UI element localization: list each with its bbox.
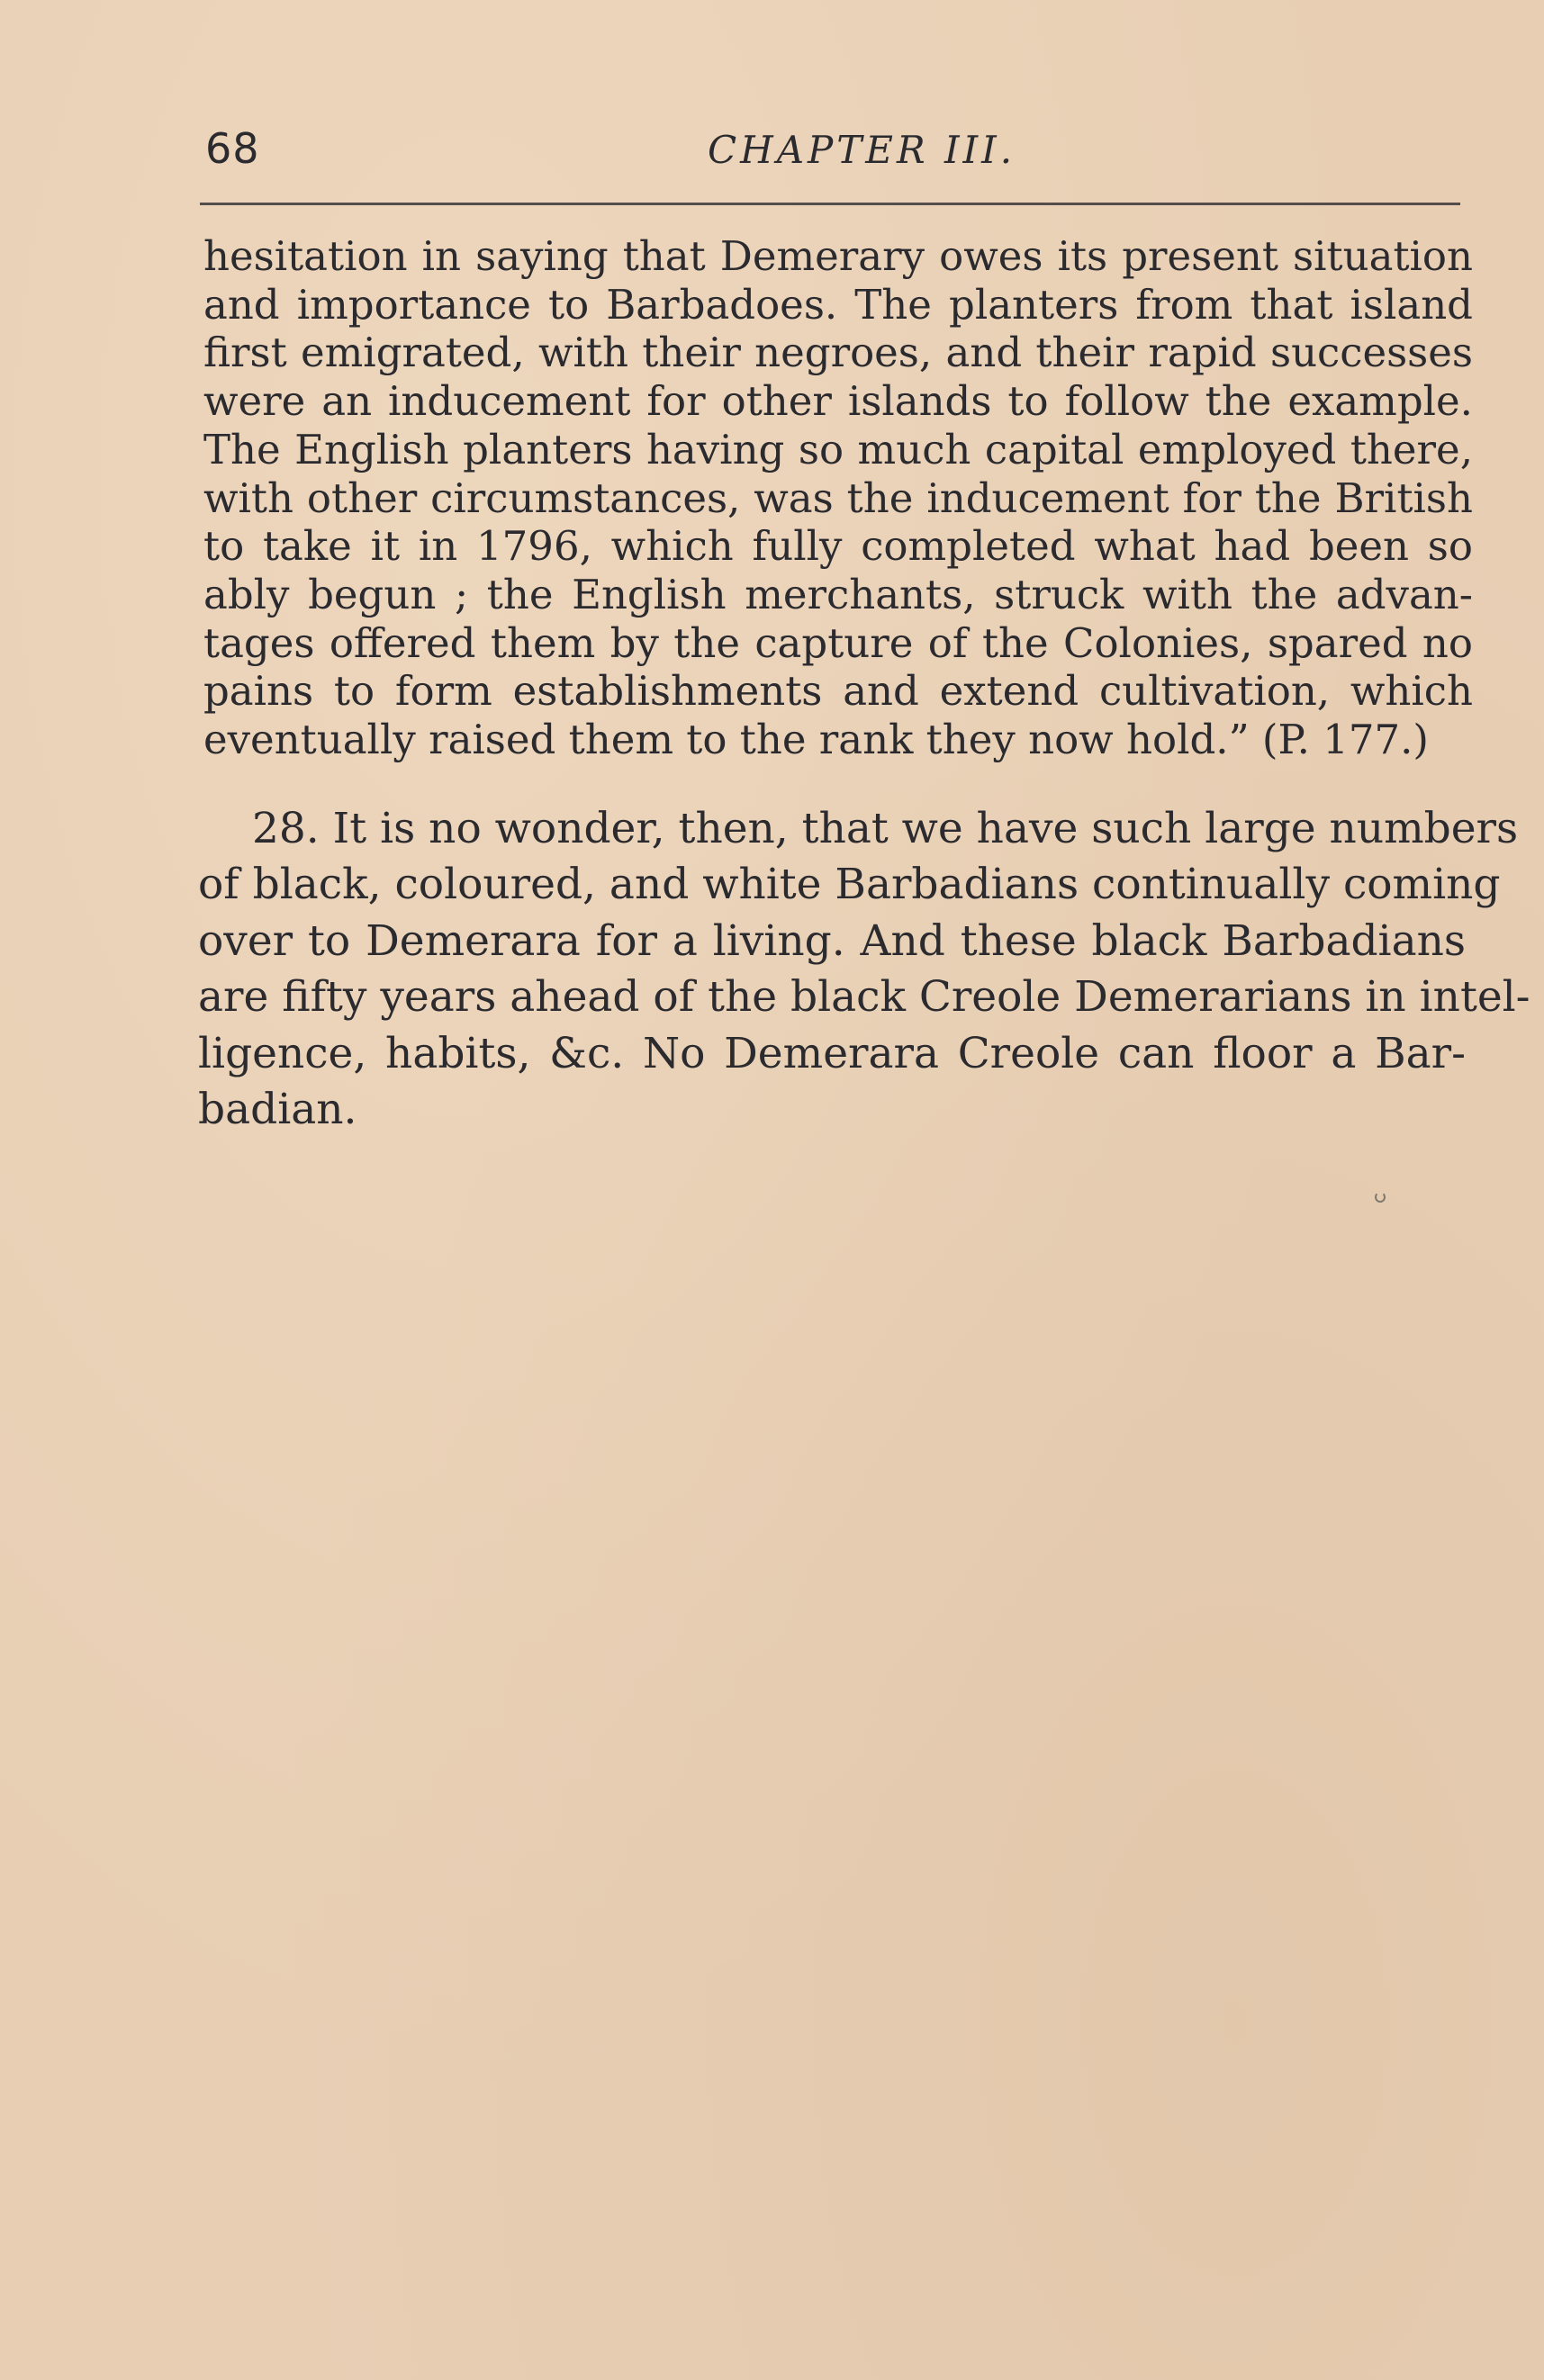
text-line: and importance to Barbadoes. The planters from that island [203, 280, 1473, 329]
text-line: with other circumstances, was the inducement for the British [203, 473, 1473, 522]
paragraph-quote-continuation [203, 232, 1473, 764]
text-line: are fifty years ahead of the black Creole Demerarians in intel- [198, 972, 1530, 1023]
header-rule [200, 203, 1460, 205]
running-head [200, 124, 1469, 178]
text-line: tages offered them by the capture of the Colonies, spared no [203, 618, 1473, 667]
text-line: ligence, habits, &c. No Demerara Creole can floor a Bar- [198, 1028, 1466, 1078]
text-line: of black, coloured, and white Barbadians continually coming [198, 860, 1501, 910]
text-line: The English planters having so much capital employed there, [203, 425, 1473, 473]
body-text [198, 232, 1530, 1139]
text-line: first emigrated, with their negroes, and their rapid successes [203, 329, 1473, 377]
text-line: hesitation in saying that Demerary owes its present situation [203, 232, 1473, 280]
text-line: ably begun ; the English merchants, struck with the advan- [203, 570, 1473, 618]
paragraph-28 [198, 801, 1530, 1139]
chapter-heading: CHAPTER III. [707, 128, 1016, 172]
text-line: badian. [198, 1085, 357, 1135]
page-number: 68 [205, 124, 260, 173]
text-line: over to Demerara for a living. And these black Barbadians [198, 915, 1466, 966]
text-line: to take it in 1796, which fully completed what had been so [203, 522, 1473, 571]
text-line: were an inducement for other islands to follow the example. [203, 377, 1473, 426]
paper-blemish [1375, 1192, 1386, 1203]
text-line: eventually raised them to the rank they now hold.” (P. 177.) [203, 716, 1429, 764]
text-line: 28. It is no wonder, then, that we have such large numbers [252, 803, 1519, 853]
text-line: pains to form establishments and extend cultivation, which [203, 667, 1473, 716]
